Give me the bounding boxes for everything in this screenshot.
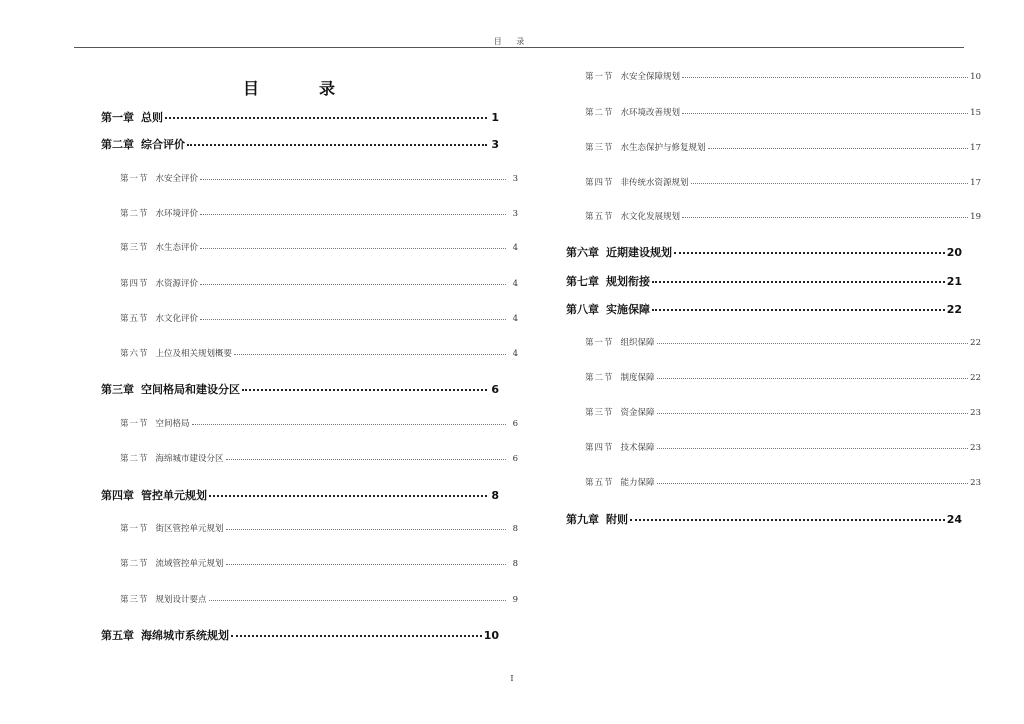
dot-leader [192,424,506,425]
toc-entry-section[interactable] [566,176,981,188]
dot-leader [657,483,969,484]
entry-title: 上位及相关规划概要 [155,349,233,359]
entry-title: 流域管控单元规划 [155,559,224,569]
entry-number: 第一节 [585,72,614,82]
entry-title: 水环境评价 [155,209,199,219]
dot-leader [226,564,506,565]
dot-leader [200,214,506,215]
dot-leader [200,248,506,249]
entry-number: 第二章 [101,138,134,151]
toc-entry-section[interactable] [101,312,518,324]
toc-entry-section[interactable] [101,277,518,289]
entry-title: 水文化评价 [155,314,199,324]
toc-entry-section[interactable] [101,452,518,464]
toc-entry-chapter[interactable] [101,487,499,503]
page-ref: 19 [970,212,981,222]
entry-number: 第七章 [566,275,599,288]
entry-number: 第五节 [120,314,149,324]
page-ref: 10 [970,72,981,82]
entry-number: 第一章 [101,111,134,124]
toc-entry-section[interactable] [566,441,981,453]
dot-leader [682,113,968,114]
entry-title: 实施保障 [606,303,650,316]
entry-title: 综合评价 [141,138,185,151]
dot-leader [657,343,969,344]
entry-title: 空间格局 [155,419,190,429]
page-ref: 23 [970,478,981,488]
entry-number: 第四节 [120,279,149,289]
entry-number: 第四节 [585,178,614,188]
toc-entry-section[interactable] [101,241,518,253]
dot-leader [657,378,969,379]
dot-leader [226,459,506,460]
entry-title: 水资源评价 [155,279,199,289]
dot-leader [682,217,968,218]
entry-title: 规划衔接 [606,275,650,288]
entry-number: 第二节 [120,559,149,569]
toc-entry-section[interactable] [566,70,981,82]
page-ref: 9 [512,595,518,605]
entry-title: 技术保障 [620,443,655,453]
dot-leader [657,413,969,414]
dot-leader [652,309,945,311]
dot-leader [200,319,506,320]
entry-number: 第一节 [120,419,149,429]
page-number: I [510,674,514,683]
entry-title: 总则 [141,111,163,124]
entry-title: 水文化发展规划 [620,212,681,222]
dot-leader [652,281,945,283]
dot-leader [708,148,969,149]
page-ref: 22 [970,373,981,383]
entry-title: 近期建设规划 [606,246,672,259]
toc-entry-section[interactable] [101,417,518,429]
toc-entry-section[interactable] [566,141,981,153]
toc-entry-section[interactable] [101,522,518,534]
page-ref: 8 [491,489,499,502]
header-rule [74,47,964,48]
dot-leader [200,179,506,180]
toc-entry-chapter[interactable] [566,511,962,527]
page-ref: 24 [946,513,962,526]
page-ref: 4 [512,279,518,289]
page-ref: 17 [970,143,981,153]
entry-title: 附则 [606,513,628,526]
dot-leader [691,183,969,184]
dot-leader [657,448,969,449]
dot-leader [165,117,487,119]
toc-entry-chapter[interactable] [101,109,499,125]
entry-title: 水生态评价 [155,243,199,253]
toc-entry-chapter[interactable] [566,244,962,260]
entry-number: 第五章 [101,629,134,642]
entry-number: 第四章 [101,489,134,502]
page-ref: 6 [512,419,518,429]
entry-title: 资金保障 [620,408,655,418]
entry-number: 第五节 [585,212,614,222]
entry-number: 第八章 [566,303,599,316]
entry-number: 第一节 [120,174,149,184]
entry-title: 水环境改善规划 [620,108,681,118]
entry-number: 第一节 [120,524,149,534]
toc-title: 目 录 [242,79,357,98]
page-ref: 4 [512,243,518,253]
entry-number: 第二节 [120,454,149,464]
page-ref: 3 [512,209,518,219]
toc-entry-section[interactable] [101,347,518,359]
entry-title: 空间格局和建设分区 [141,383,240,396]
entry-number: 第六章 [566,246,599,259]
entry-title: 能力保障 [620,478,655,488]
entry-number: 第六节 [120,349,149,359]
page-ref: 22 [970,338,981,348]
page-ref: 10 [483,629,499,642]
page-ref: 1 [491,111,499,124]
page-ref: 22 [946,303,962,316]
entry-number: 第三章 [101,383,134,396]
toc-entry-section[interactable] [101,207,518,219]
entry-number: 第三节 [585,143,614,153]
entry-title: 水安全保障规划 [620,72,681,82]
entry-title: 规划设计要点 [155,595,207,605]
toc-entry-section[interactable] [566,476,981,488]
toc-entry-chapter[interactable] [101,381,499,397]
page-ref: 4 [512,349,518,359]
entry-title: 管控单元规划 [141,489,207,502]
dot-leader [682,77,968,78]
toc-entry-chapter[interactable] [566,273,962,289]
page-ref: 6 [491,383,499,396]
entry-number: 第四节 [585,443,614,453]
entry-title: 非传统水资源规划 [620,178,689,188]
page-ref: 8 [512,559,518,569]
page-ref: 4 [512,314,518,324]
dot-leader [209,600,506,601]
toc-entry-section[interactable] [101,557,518,569]
page-ref: 6 [512,454,518,464]
entry-title: 组织保障 [620,338,655,348]
dot-leader [234,354,506,355]
entry-number: 第五节 [585,478,614,488]
page-ref: 21 [946,275,962,288]
toc-entry-section[interactable] [566,210,981,222]
dot-leader [226,529,506,530]
dot-leader [209,495,487,497]
dot-leader [200,284,506,285]
entry-title: 海绵城市建设分区 [155,454,224,464]
page-ref: 20 [946,246,962,259]
entry-number: 第二节 [585,108,614,118]
entry-number: 第三节 [585,408,614,418]
entry-number: 第二节 [585,373,614,383]
entry-number: 第九章 [566,513,599,526]
toc-entry-section[interactable] [566,371,981,383]
page-ref: 17 [970,178,981,188]
toc-entry-section[interactable] [566,106,981,118]
entry-number: 第一节 [585,338,614,348]
entry-title: 水生态保护与修复规划 [620,143,706,153]
entry-number: 第三节 [120,595,149,605]
entry-number: 第二节 [120,209,149,219]
toc-entry-chapter[interactable] [101,136,499,152]
page-ref: 8 [512,524,518,534]
toc-entry-section[interactable] [566,336,981,348]
dot-leader [187,144,487,146]
entry-number: 第三节 [120,243,149,253]
toc-entry-chapter[interactable] [566,301,962,317]
toc-entry-section[interactable] [101,172,518,184]
page-ref: 3 [491,138,499,151]
dot-leader [630,519,945,521]
entry-title: 制度保障 [620,373,655,383]
page-ref: 3 [512,174,518,184]
entry-title: 街区管控单元规划 [155,524,224,534]
page-ref: 15 [970,108,981,118]
toc-entry-chapter[interactable] [101,627,499,643]
entry-title: 海绵城市系统规划 [141,629,229,642]
entry-title: 水安全评价 [155,174,199,184]
dot-leader [674,252,945,254]
page-ref: 23 [970,408,981,418]
dot-leader [242,389,487,391]
running-header: 目 录 [493,37,531,46]
toc-entry-section[interactable] [566,406,981,418]
page-ref: 23 [970,443,981,453]
dot-leader [231,635,482,637]
toc-entry-section[interactable] [101,593,518,605]
